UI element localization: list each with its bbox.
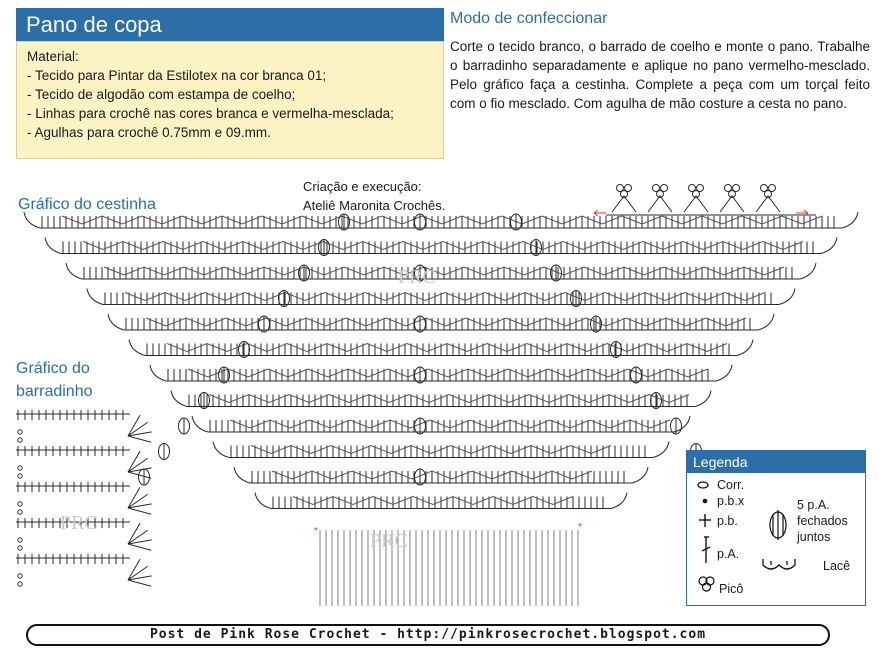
picot-fan xyxy=(612,185,636,213)
cluster-icon xyxy=(770,510,786,540)
corner-fan xyxy=(213,442,229,458)
corner-fan xyxy=(611,493,627,509)
basket-row xyxy=(150,365,732,381)
fan-stitch xyxy=(128,580,151,586)
chain-loop xyxy=(18,466,22,470)
basket-row xyxy=(129,340,753,356)
fan-stitch xyxy=(648,196,672,212)
cluster-stitch xyxy=(671,418,682,434)
footer-credit: Post de Pink Rose Crochet - http://pinkrosecrochet.blogspot.com xyxy=(26,624,830,646)
legend-box xyxy=(686,450,866,606)
cluster-stitch xyxy=(239,342,250,358)
cluster-stitch xyxy=(631,367,642,383)
corner-fan xyxy=(632,467,648,483)
legend-title: Legenda xyxy=(687,451,865,473)
cluster-stitch xyxy=(415,214,426,230)
watermark-text: PRC xyxy=(60,512,98,534)
credit-line1: Criação e execução: xyxy=(303,179,422,194)
basket-row xyxy=(234,467,648,483)
chain-loop xyxy=(18,430,22,434)
corner-fan xyxy=(45,238,61,254)
corner-fan xyxy=(24,212,40,228)
material-item: - Tecido de algodão com estampa de coelho; xyxy=(27,85,433,104)
basket-row xyxy=(255,493,627,509)
instructions-text: Corte o tecido branco, o barrado de coelho e monte o pano. Trabalhe o barradinho separadamente e aplique no pano vermelho-mesclado. Pelo gráfico faça a cestinha. Complete a peça com um torçal feito com o fio mesclado. Com agulha de mão costure a cesta no pano. xyxy=(450,39,870,111)
legend-symbols xyxy=(687,473,867,607)
cluster-stitch xyxy=(531,240,542,256)
slip-stitch-icon xyxy=(703,499,708,504)
legend-pb-label: p.b. xyxy=(717,514,738,528)
corner-fan xyxy=(716,365,732,381)
corner-fan xyxy=(234,467,250,483)
legend-cluster-label-1: 5 p.A. xyxy=(797,498,830,512)
material-item: - Linhas para crochê nas cores branca e vermelha-mesclada; xyxy=(27,104,433,123)
legend-pbx-label: p.b.x xyxy=(717,494,745,508)
cluster-stitch xyxy=(259,316,270,332)
fan-stitch xyxy=(128,508,151,514)
cluster-stitch xyxy=(415,316,426,332)
watermark-text: PRC xyxy=(398,266,436,288)
corner-fan xyxy=(842,212,858,228)
fan-stitch xyxy=(612,196,636,212)
barradinho-chart-label-line2: barradinho xyxy=(16,383,93,400)
chain-loop xyxy=(18,474,22,478)
cluster-stitch xyxy=(279,291,290,307)
lace-icon xyxy=(763,559,795,569)
material-item: - Agulhas para crochê 0.75mm e 09.mm. xyxy=(27,123,433,142)
chain-loop xyxy=(18,582,22,586)
picot-fan xyxy=(648,185,672,213)
red-star: * xyxy=(578,522,582,533)
chain-loop xyxy=(18,546,22,550)
corner-fan xyxy=(653,442,669,458)
basket-row xyxy=(87,289,795,305)
red-star: * xyxy=(314,526,318,537)
legend-pico-label: Picô xyxy=(719,582,744,596)
corner-fan xyxy=(695,391,711,407)
fan-stitch xyxy=(128,487,140,508)
corner-fan xyxy=(108,314,124,330)
fan-stitch xyxy=(128,436,151,442)
chain-stitch-icon xyxy=(698,482,708,488)
basket-row xyxy=(192,416,690,432)
border-motif xyxy=(16,482,152,514)
material-heading: Material: xyxy=(27,49,79,64)
picot-icon xyxy=(699,577,714,591)
fan-stitch xyxy=(128,523,140,544)
cluster-stitch xyxy=(651,393,662,409)
cluster-stitch xyxy=(179,418,190,434)
cluster-stitch xyxy=(159,444,170,460)
corner-fan xyxy=(87,289,103,305)
legend-cluster-label-2: fechados xyxy=(797,514,848,528)
watermark-text: PRC xyxy=(370,530,408,552)
corner-fan xyxy=(821,238,837,254)
legend-corr-label: Corr. xyxy=(717,478,745,492)
page-title: Pano de copa xyxy=(16,8,444,41)
legend-lace-label: Lacê xyxy=(823,559,851,573)
basket-row xyxy=(171,391,711,407)
credit-line2: Ateliê Maronita Crochês. xyxy=(303,198,446,213)
fan-stitch xyxy=(720,196,744,212)
double-crochet-icon xyxy=(702,537,710,563)
border-chart xyxy=(16,410,152,586)
fan-stitch xyxy=(128,415,140,436)
fan-stitch xyxy=(128,559,140,580)
chain-loop xyxy=(18,438,22,442)
instructions-title: Modo de confeccionar xyxy=(450,10,608,27)
corner-fan xyxy=(800,263,816,279)
left-arrow-icon xyxy=(594,210,606,216)
border-motif xyxy=(16,410,152,442)
lace-chain xyxy=(251,446,611,454)
cluster-stitch xyxy=(319,240,330,256)
basket-row xyxy=(66,263,816,279)
corner-fan xyxy=(758,314,774,330)
corner-fan xyxy=(171,391,187,407)
single-crochet-icon xyxy=(699,514,711,527)
legend-cluster-label-3: juntos xyxy=(797,530,831,544)
basket-row xyxy=(45,238,837,254)
lace-chain xyxy=(83,242,803,250)
border-motif xyxy=(16,446,152,478)
corner-fan xyxy=(192,416,208,432)
picot-fan xyxy=(684,185,708,213)
cluster-stitch xyxy=(415,367,426,383)
cluster-stitch xyxy=(199,393,210,409)
cluster-stitch xyxy=(511,214,522,230)
picot-fan xyxy=(756,185,780,213)
corner-fan xyxy=(779,289,795,305)
fan-stitch xyxy=(684,196,708,212)
legend-pa-label: p.A. xyxy=(717,547,740,561)
chain-loop xyxy=(18,502,22,506)
fan-stitch xyxy=(756,196,780,212)
border-motif xyxy=(16,554,152,586)
picot-fan xyxy=(720,185,744,213)
barradinho-chart-label-line1: Gráfico do xyxy=(16,360,90,377)
basket-row xyxy=(213,442,669,458)
fan-stitch xyxy=(128,451,140,472)
basket-row xyxy=(24,212,858,228)
corner-fan xyxy=(255,493,271,509)
chain-loop xyxy=(18,510,22,514)
corner-fan xyxy=(737,340,753,356)
chain-loop xyxy=(18,538,22,542)
cestinha-chart-label: Gráfico do cestinha xyxy=(18,196,156,213)
cluster-stitch xyxy=(611,342,622,358)
chain-loop xyxy=(18,574,22,578)
lace-chain xyxy=(146,318,746,326)
corner-fan xyxy=(129,340,145,356)
material-item: - Tecido para Pintar da Estilotex na cor branca 01; xyxy=(27,66,433,85)
basket-row xyxy=(108,314,774,330)
lace-chain xyxy=(209,395,689,403)
corner-fan xyxy=(150,365,166,381)
corner-fan xyxy=(66,263,82,279)
fan-stitch xyxy=(128,544,151,550)
